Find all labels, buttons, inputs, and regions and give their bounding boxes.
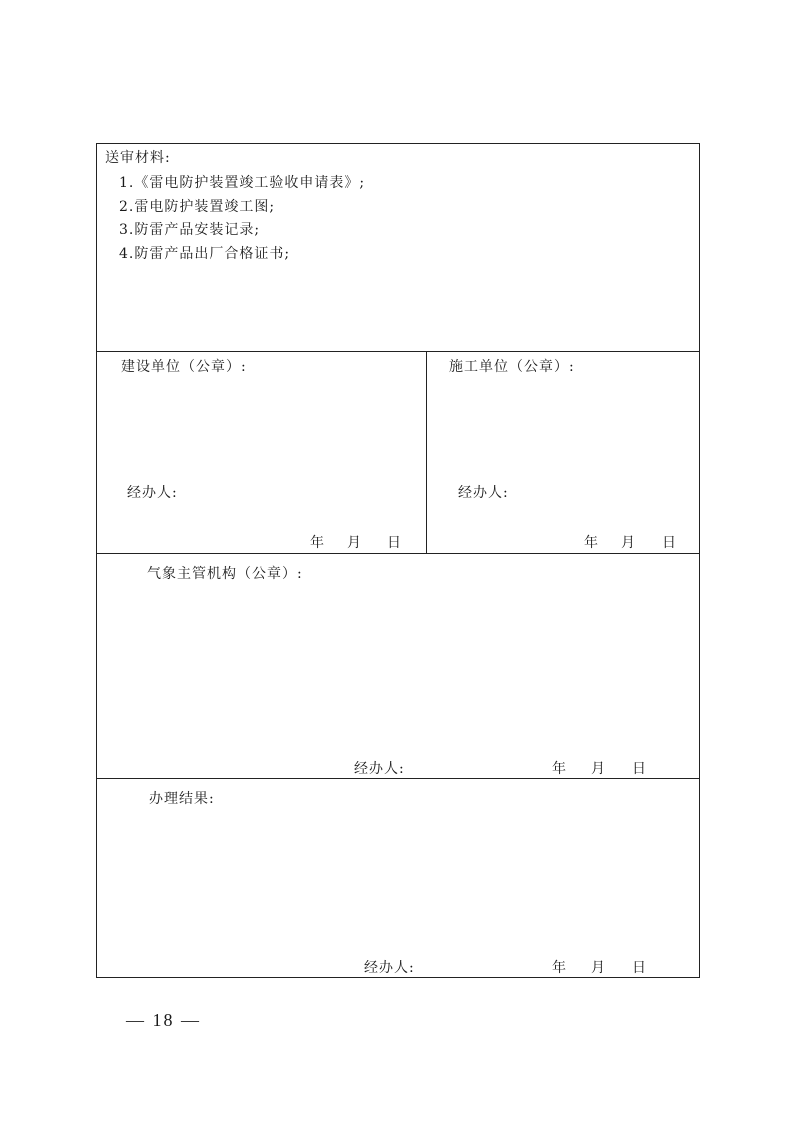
- meteorology-agency-date-year: 年: [552, 761, 567, 777]
- result-handler-label: 经办人:: [364, 960, 415, 976]
- materials-item-4: 4.防雷产品出厂合格证书;: [119, 246, 291, 262]
- row-divider: [97, 351, 699, 352]
- materials-item-3: 3.防雷产品安装记录;: [119, 222, 261, 238]
- construction-unit-handler-label: 经办人:: [127, 485, 178, 501]
- acceptance-form-table: [96, 143, 700, 978]
- contractor-unit-date-month: 月: [621, 535, 636, 551]
- construction-unit-date-month: 月: [347, 535, 362, 551]
- meteorology-agency-date-month: 月: [591, 761, 606, 777]
- contractor-unit-date-year: 年: [584, 535, 599, 551]
- row-divider: [97, 553, 699, 554]
- meteorology-agency-date-day: 日: [632, 761, 647, 777]
- construction-unit-date-day: 日: [387, 535, 402, 551]
- contractor-unit-date-day: 日: [662, 535, 677, 551]
- meteorology-agency-handler-label: 经办人:: [354, 761, 405, 777]
- result-title: 办理结果:: [149, 791, 215, 807]
- contractor-unit-handler-label: 经办人:: [458, 485, 509, 501]
- row-divider: [97, 778, 699, 779]
- construction-unit-title: 建设单位（公章）:: [121, 359, 247, 375]
- result-date-month: 月: [591, 960, 606, 976]
- materials-title: 送审材料:: [105, 150, 171, 166]
- result-date-year: 年: [552, 960, 567, 976]
- page-number: — 18 —: [126, 1010, 201, 1030]
- materials-item-1: 1.《雷电防护装置竣工验收申请表》;: [119, 175, 366, 191]
- materials-item-2: 2.雷电防护装置竣工图;: [119, 199, 276, 215]
- contractor-unit-title: 施工单位（公章）:: [449, 359, 575, 375]
- result-date-day: 日: [632, 960, 647, 976]
- construction-unit-date-year: 年: [310, 535, 325, 551]
- meteorology-agency-title: 气象主管机构（公章）:: [147, 566, 303, 582]
- column-divider: [426, 351, 427, 553]
